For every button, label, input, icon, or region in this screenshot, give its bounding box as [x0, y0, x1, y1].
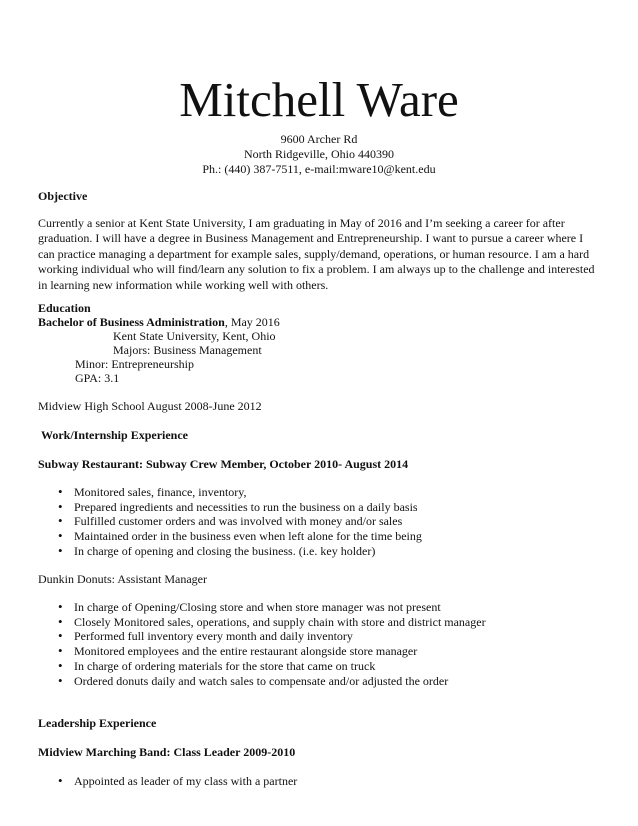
- list-item: • Maintained order in the business even when left alone for the time being: [56, 529, 422, 544]
- band-duties-list: [56, 774, 297, 789]
- list-item: • In charge of ordering materials for the store that came on truck: [56, 659, 486, 674]
- list-item: • Performed full inventory every month and daily inventory: [56, 629, 486, 644]
- degree-title: Bachelor of Business Administration: [38, 315, 225, 329]
- education-heading: Education: [38, 301, 91, 315]
- dunkin-job-title: Dunkin Donuts: Assistant Manager: [38, 572, 207, 586]
- gpa-line: GPA: 3.1: [75, 371, 120, 385]
- city-line: North Ridgeville, Ohio 440390: [244, 147, 394, 161]
- high-school-line: Midview High School August 2008-June 2012: [38, 399, 262, 413]
- list-item: • Prepared ingredients and necessities to run the business on a daily basis: [56, 500, 422, 515]
- subway-duties-list: [56, 485, 422, 559]
- list-item: • Ordered donuts daily and watch sales to compensate and/or adjusted the order: [56, 674, 486, 689]
- list-item: • Monitored employees and the entire restaurant alongside store manager: [56, 644, 486, 659]
- list-item: • In charge of opening and closing the business. (i.e. key holder): [56, 544, 422, 559]
- school-line: Kent State University, Kent, Ohio: [113, 329, 276, 343]
- objective-text: Currently a senior at Kent State University, I am graduating in May of 2016 and I’m seeking a career for after graduation. I will have a degree in Business Management and Entrepreneurship. I want to pursue a career where I can practice managing a department for example sales, supply/demand, operations, or human resource. I am a hard working individual who will find/learn any solution to fix a problem. I am always up to the challenge and interested in learning new information while working well with others.: [38, 216, 595, 292]
- list-item: • Appointed as leader of my class with a partner: [56, 774, 297, 789]
- degree-line: [38, 315, 280, 330]
- degree-date: , May 2016: [224, 315, 280, 329]
- leadership-heading: Leadership Experience: [38, 716, 157, 730]
- list-item: • Monitored sales, finance, inventory,: [56, 485, 422, 500]
- band-title: Midview Marching Band: Class Leader 2009-2010: [38, 745, 296, 759]
- contact-line: Ph.: (440) 387-7511, e-mail:mware10@kent.edu: [202, 162, 436, 176]
- list-item: • Fulfilled customer orders and was involved with money and/or sales: [56, 514, 422, 529]
- majors-line: Majors: Business Management: [113, 343, 262, 357]
- list-item: • Closely Monitored sales, operations, and supply chain with store and district manager: [56, 615, 486, 630]
- list-item: • In charge of Opening/Closing store and when store manager was not present: [56, 600, 486, 615]
- minor-line: Minor: Entrepreneurship: [75, 357, 194, 371]
- objective-heading: Objective: [38, 189, 88, 203]
- address-line: 9600 Archer Rd: [280, 132, 358, 146]
- subway-job-title: Subway Restaurant: Subway Crew Member, October 2010- August 2014: [38, 457, 409, 471]
- dunkin-duties-list: [56, 600, 486, 688]
- candidate-name: Mitchell Ware: [179, 72, 459, 127]
- work-heading: Work/Internship Experience: [41, 428, 189, 442]
